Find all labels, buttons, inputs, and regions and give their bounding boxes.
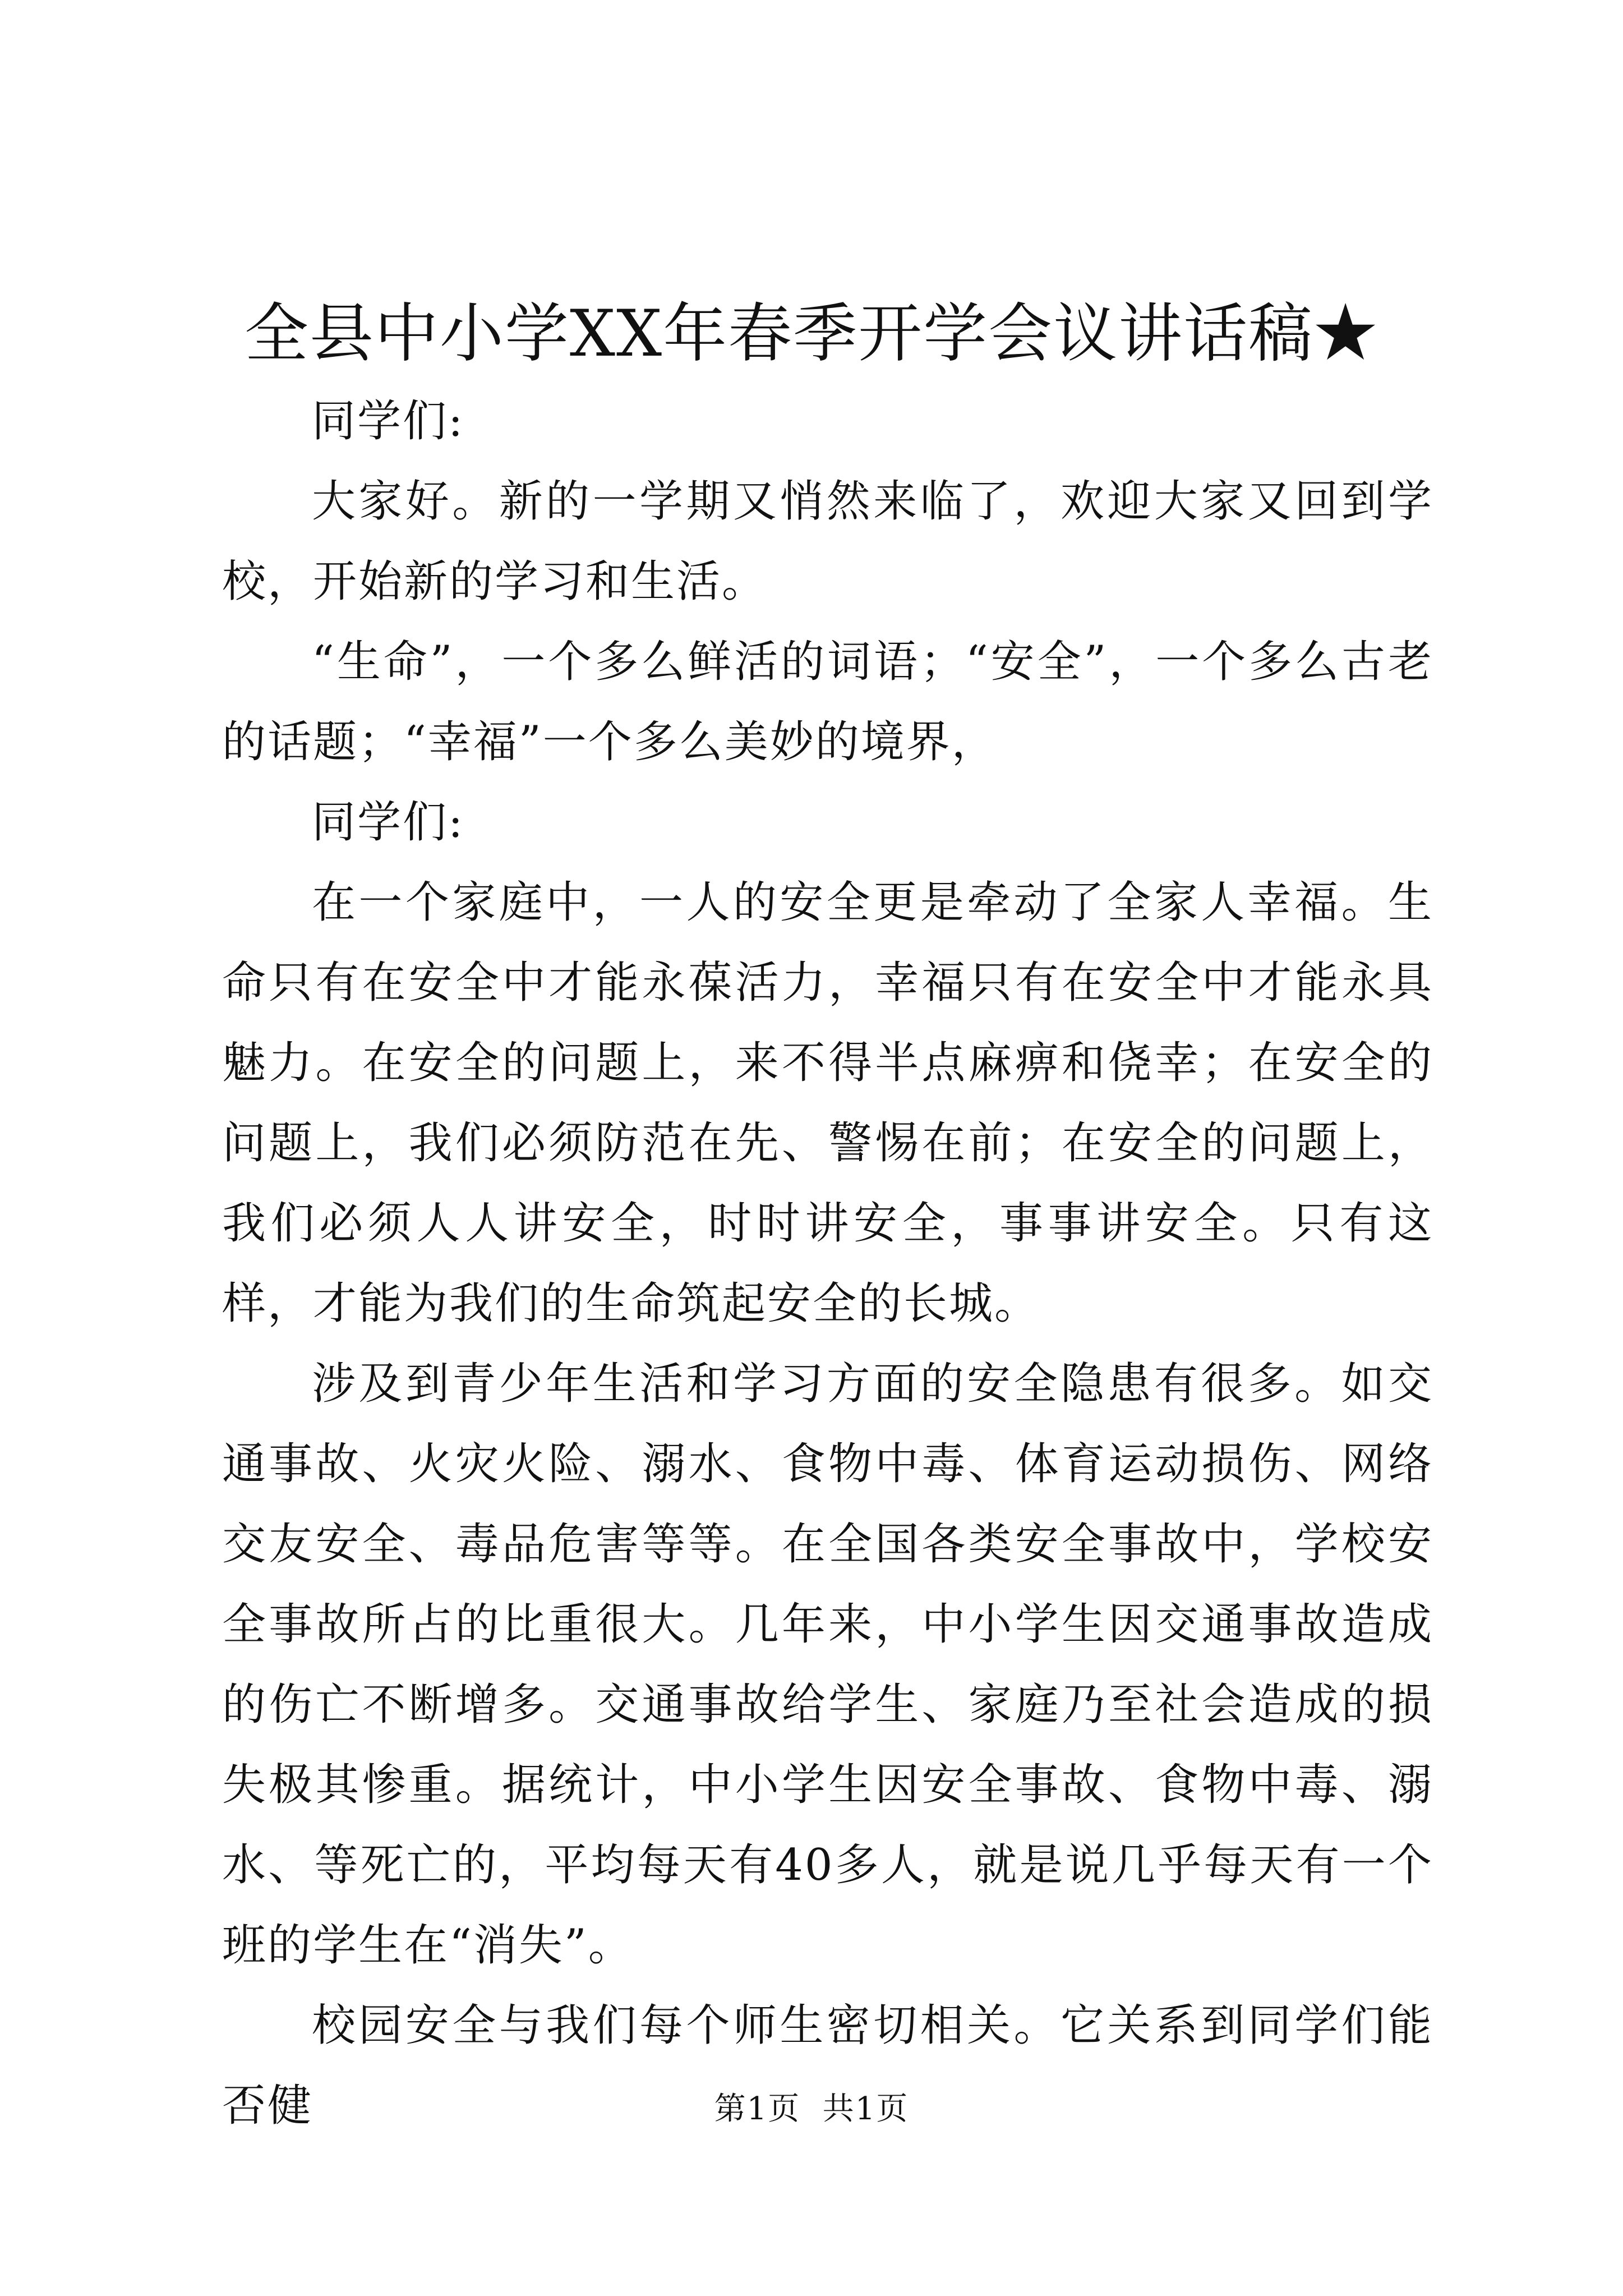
document-title: 全县中小学XX年春季开学会议讲话稿★ xyxy=(244,296,1379,371)
page-footer xyxy=(0,2087,1623,2132)
paragraph-greeting: 同学们: xyxy=(312,797,465,848)
paragraph: “生命”，一个多么鲜活的词语；“安全”，一个多么古老的话题；“幸福”一个多么美妙的境界， xyxy=(222,637,1433,767)
document-body xyxy=(222,381,1433,2146)
page-number: 第1页 共1页 xyxy=(714,2091,909,2127)
paragraph: 在一个家庭中，一人的安全更是牵动了全家人幸福。生命只有在安全中才能永葆活力，幸福只有在安全中才能永具魅力。在安全的问题上，来不得半点麻痹和侥幸；在安全的问题上，我们必须防范在先、警惕在前；在安全的问题上，我们必须人人讲安全，时时讲安全，事事讲安全。只有这样，才能为我们的生命筑起安全的长城。 xyxy=(222,877,1433,1329)
paragraph-greeting: 同学们: xyxy=(312,396,465,447)
paragraph: 大家好。新的一学期又悄然来临了，欢迎大家又回到学校，开始新的学习和生活。 xyxy=(222,476,1433,607)
paragraph: 校园安全与我们每个师生密切相关。它关系到同学们能否健 xyxy=(222,2000,1433,2131)
paragraph: 涉及到青少年生活和学习方面的安全隐患有很多。如交通事故、火灾火险、溺水、食物中毒、体育运动损伤、网络交友安全、毒品危害等等。在全国各类安全事故中，学校安全事故所占的比重很大。几年来，中小学生因交通事故造成的伤亡不断增多。交通事故给学生、家庭乃至社会造成的损失极其惨重。据统计，中小学生因安全事故、食物中毒、溺水、等死亡的，平均每天有40多人，就是说几乎每天有一个班的学生在“消失”。 xyxy=(222,1359,1433,1971)
